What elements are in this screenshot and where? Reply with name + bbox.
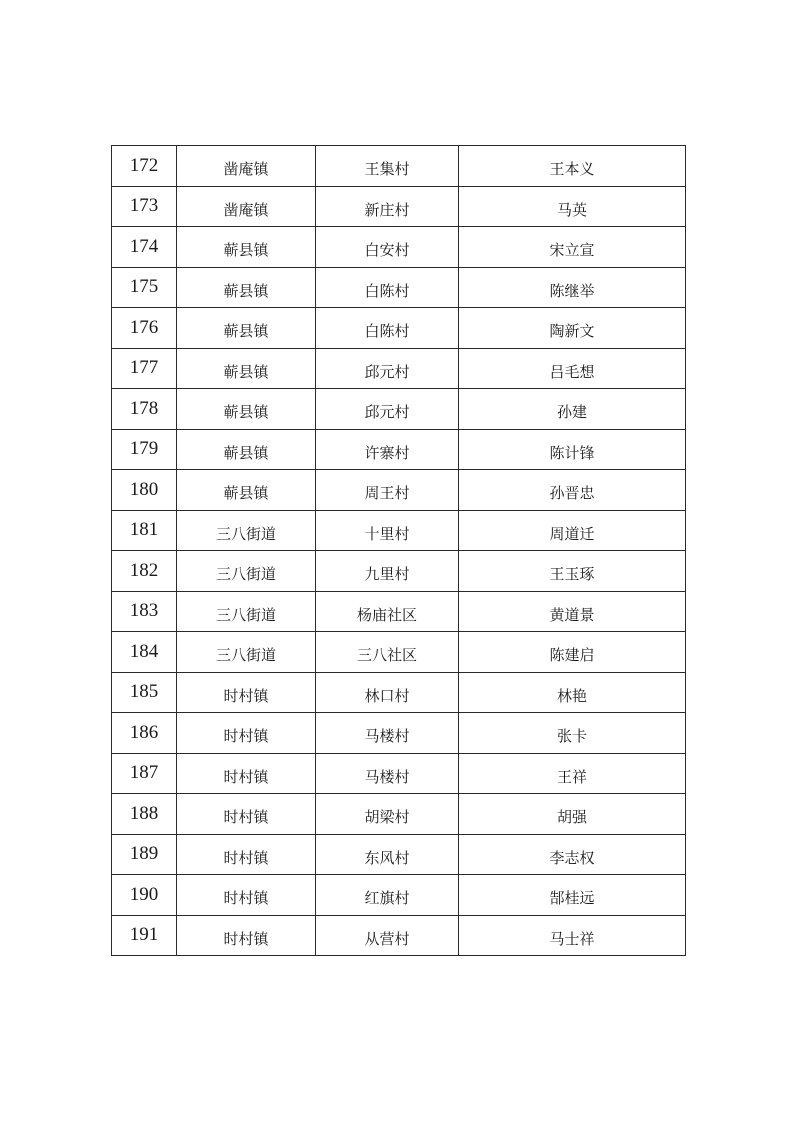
table-row	[112, 713, 686, 754]
town-cell-text: 三八街道	[215, 646, 276, 665]
village-cell-text: 新庄村	[364, 200, 410, 219]
town-cell-text: 时村镇	[223, 727, 269, 746]
table-row	[112, 591, 686, 632]
town-cell-text: 时村镇	[223, 767, 269, 786]
table-row	[112, 875, 686, 916]
row-number-text: 185	[129, 681, 159, 703]
village-cell	[316, 146, 459, 187]
person-name-cell	[459, 146, 686, 187]
row-number-text: 180	[129, 478, 159, 500]
person-name-cell-text: 宋立宣	[549, 241, 595, 260]
person-name-cell-text: 王玉琢	[549, 565, 595, 584]
village-cell-text: 林口村	[364, 686, 410, 705]
town-cell	[177, 672, 316, 713]
row-number	[112, 632, 177, 673]
town-cell	[177, 915, 316, 956]
village-cell	[316, 672, 459, 713]
person-name-cell-text: 吕毛想	[549, 362, 595, 381]
person-name-cell	[459, 267, 686, 308]
person-name-cell-text: 陈继举	[549, 281, 595, 300]
person-name-cell	[459, 834, 686, 875]
row-number-text: 172	[129, 154, 159, 176]
person-name-cell	[459, 915, 686, 956]
town-cell-text: 三八街道	[215, 565, 276, 584]
village-cell	[316, 267, 459, 308]
village-cell-text: 胡梁村	[364, 808, 410, 827]
town-cell	[177, 470, 316, 511]
village-cell	[316, 389, 459, 430]
village-cell-text: 白陈村	[364, 322, 410, 341]
row-number-text: 189	[129, 843, 159, 865]
table-row	[112, 308, 686, 349]
row-number	[112, 470, 177, 511]
village-cell	[316, 713, 459, 754]
village-cell-text: 十里村	[364, 524, 410, 543]
town-cell-text: 蕲县镇	[223, 443, 269, 462]
row-number	[112, 591, 177, 632]
row-number-text: 176	[129, 316, 159, 338]
row-number	[112, 146, 177, 187]
village-cell	[316, 794, 459, 835]
row-number	[112, 753, 177, 794]
village-cell-text: 东风村	[364, 848, 410, 867]
row-number	[112, 713, 177, 754]
table-row	[112, 429, 686, 470]
village-cell-text: 九里村	[364, 565, 410, 584]
village-cell-text: 王集村	[364, 160, 410, 179]
row-number	[112, 510, 177, 551]
person-name-cell-text: 胡强	[556, 808, 587, 827]
village-cell-text: 周王村	[364, 484, 410, 503]
person-name-cell	[459, 470, 686, 511]
table-row	[112, 267, 686, 308]
village-cell-text: 邱元村	[364, 362, 410, 381]
row-number-text: 188	[129, 802, 159, 824]
person-name-cell	[459, 227, 686, 268]
town-cell-text: 蕲县镇	[223, 362, 269, 381]
table-row	[112, 834, 686, 875]
village-cell	[316, 915, 459, 956]
person-name-cell-text: 郜桂远	[549, 889, 595, 908]
village-cell	[316, 834, 459, 875]
village-cell	[316, 308, 459, 349]
town-cell-text: 蕲县镇	[223, 484, 269, 503]
roster-table-body	[112, 146, 686, 956]
town-cell-text: 蕲县镇	[223, 241, 269, 260]
row-number-text: 181	[129, 519, 159, 541]
village-cell	[316, 348, 459, 389]
town-cell	[177, 308, 316, 349]
person-name-cell	[459, 753, 686, 794]
row-number-text: 184	[129, 640, 159, 662]
town-cell	[177, 551, 316, 592]
row-number	[112, 186, 177, 227]
row-number-text: 190	[129, 883, 159, 905]
row-number	[112, 348, 177, 389]
row-number-text: 183	[129, 600, 159, 622]
person-name-cell-text: 黄道景	[549, 605, 595, 624]
table-row	[112, 672, 686, 713]
person-name-cell	[459, 186, 686, 227]
row-number	[112, 794, 177, 835]
row-number	[112, 429, 177, 470]
person-name-cell-text: 张卡	[556, 727, 587, 746]
table-row	[112, 632, 686, 673]
village-cell-text: 邱元村	[364, 403, 410, 422]
town-cell-text: 时村镇	[223, 889, 269, 908]
village-cell-text: 马楼村	[364, 767, 410, 786]
roster-table	[111, 145, 686, 956]
row-number-text: 179	[129, 438, 159, 460]
town-cell-text: 蕲县镇	[223, 281, 269, 300]
village-cell	[316, 186, 459, 227]
village-cell-text: 红旗村	[364, 889, 410, 908]
village-cell	[316, 632, 459, 673]
table-row	[112, 551, 686, 592]
person-name-cell-text: 孙晋忠	[549, 484, 595, 503]
row-number-text: 191	[129, 924, 159, 946]
row-number	[112, 672, 177, 713]
row-number-text: 187	[129, 762, 159, 784]
village-cell-text: 从营村	[364, 929, 410, 948]
village-cell	[316, 753, 459, 794]
village-cell-text: 马楼村	[364, 727, 410, 746]
person-name-cell	[459, 389, 686, 430]
person-name-cell	[459, 348, 686, 389]
row-number-text: 177	[129, 357, 159, 379]
village-cell-text: 白安村	[364, 241, 410, 260]
person-name-cell-text: 王祥	[556, 767, 587, 786]
village-cell	[316, 429, 459, 470]
town-cell	[177, 267, 316, 308]
row-number	[112, 875, 177, 916]
person-name-cell-text: 孙建	[556, 403, 587, 422]
person-name-cell-text: 李志权	[549, 848, 595, 867]
table-row	[112, 510, 686, 551]
row-number	[112, 227, 177, 268]
person-name-cell-text: 王本义	[549, 160, 595, 179]
person-name-cell	[459, 875, 686, 916]
person-name-cell-text: 马英	[556, 200, 587, 219]
row-number-text: 178	[129, 397, 159, 419]
town-cell	[177, 875, 316, 916]
table-row	[112, 186, 686, 227]
person-name-cell	[459, 794, 686, 835]
town-cell	[177, 510, 316, 551]
town-cell-text: 凿庵镇	[223, 200, 269, 219]
person-name-cell-text: 陈计锋	[549, 443, 595, 462]
town-cell-text: 三八街道	[215, 605, 276, 624]
person-name-cell-text: 周道迁	[549, 524, 595, 543]
town-cell	[177, 794, 316, 835]
town-cell	[177, 632, 316, 673]
person-name-cell	[459, 591, 686, 632]
row-number-text: 175	[129, 276, 159, 298]
person-name-cell-text: 陈建启	[549, 646, 595, 665]
table-row	[112, 146, 686, 187]
row-number-text: 182	[129, 559, 159, 581]
table-row	[112, 915, 686, 956]
village-cell-text: 许寨村	[364, 443, 410, 462]
town-cell-text: 凿庵镇	[223, 160, 269, 179]
village-cell	[316, 875, 459, 916]
town-cell-text: 三八街道	[215, 524, 276, 543]
village-cell	[316, 591, 459, 632]
table-row	[112, 794, 686, 835]
row-number-text: 173	[129, 195, 159, 217]
town-cell	[177, 146, 316, 187]
town-cell	[177, 227, 316, 268]
town-cell	[177, 834, 316, 875]
village-cell-text: 杨庙社区	[356, 605, 417, 624]
town-cell	[177, 389, 316, 430]
row-number	[112, 267, 177, 308]
row-number	[112, 915, 177, 956]
village-cell	[316, 470, 459, 511]
table-row	[112, 470, 686, 511]
row-number	[112, 551, 177, 592]
person-name-cell	[459, 632, 686, 673]
town-cell-text: 时村镇	[223, 808, 269, 827]
row-number	[112, 834, 177, 875]
person-name-cell-text: 马士祥	[549, 929, 595, 948]
town-cell-text: 时村镇	[223, 686, 269, 705]
town-cell	[177, 591, 316, 632]
person-name-cell	[459, 551, 686, 592]
town-cell-text: 蕲县镇	[223, 403, 269, 422]
village-cell-text: 三八社区	[356, 646, 417, 665]
village-cell	[316, 227, 459, 268]
person-name-cell	[459, 713, 686, 754]
row-number	[112, 389, 177, 430]
village-cell	[316, 551, 459, 592]
town-cell	[177, 186, 316, 227]
row-number-text: 174	[129, 235, 159, 257]
person-name-cell	[459, 429, 686, 470]
table-row	[112, 389, 686, 430]
village-cell-text: 白陈村	[364, 281, 410, 300]
town-cell	[177, 713, 316, 754]
person-name-cell	[459, 510, 686, 551]
town-cell	[177, 348, 316, 389]
town-cell-text: 蕲县镇	[223, 322, 269, 341]
row-number	[112, 308, 177, 349]
town-cell-text: 时村镇	[223, 848, 269, 867]
town-cell	[177, 429, 316, 470]
table-row	[112, 227, 686, 268]
person-name-cell	[459, 672, 686, 713]
table-row	[112, 348, 686, 389]
town-cell	[177, 753, 316, 794]
village-cell	[316, 510, 459, 551]
town-cell-text: 时村镇	[223, 929, 269, 948]
row-number-text: 186	[129, 721, 159, 743]
person-name-cell-text: 林艳	[556, 686, 587, 705]
person-name-cell	[459, 308, 686, 349]
person-name-cell-text: 陶新文	[549, 322, 595, 341]
table-row	[112, 753, 686, 794]
